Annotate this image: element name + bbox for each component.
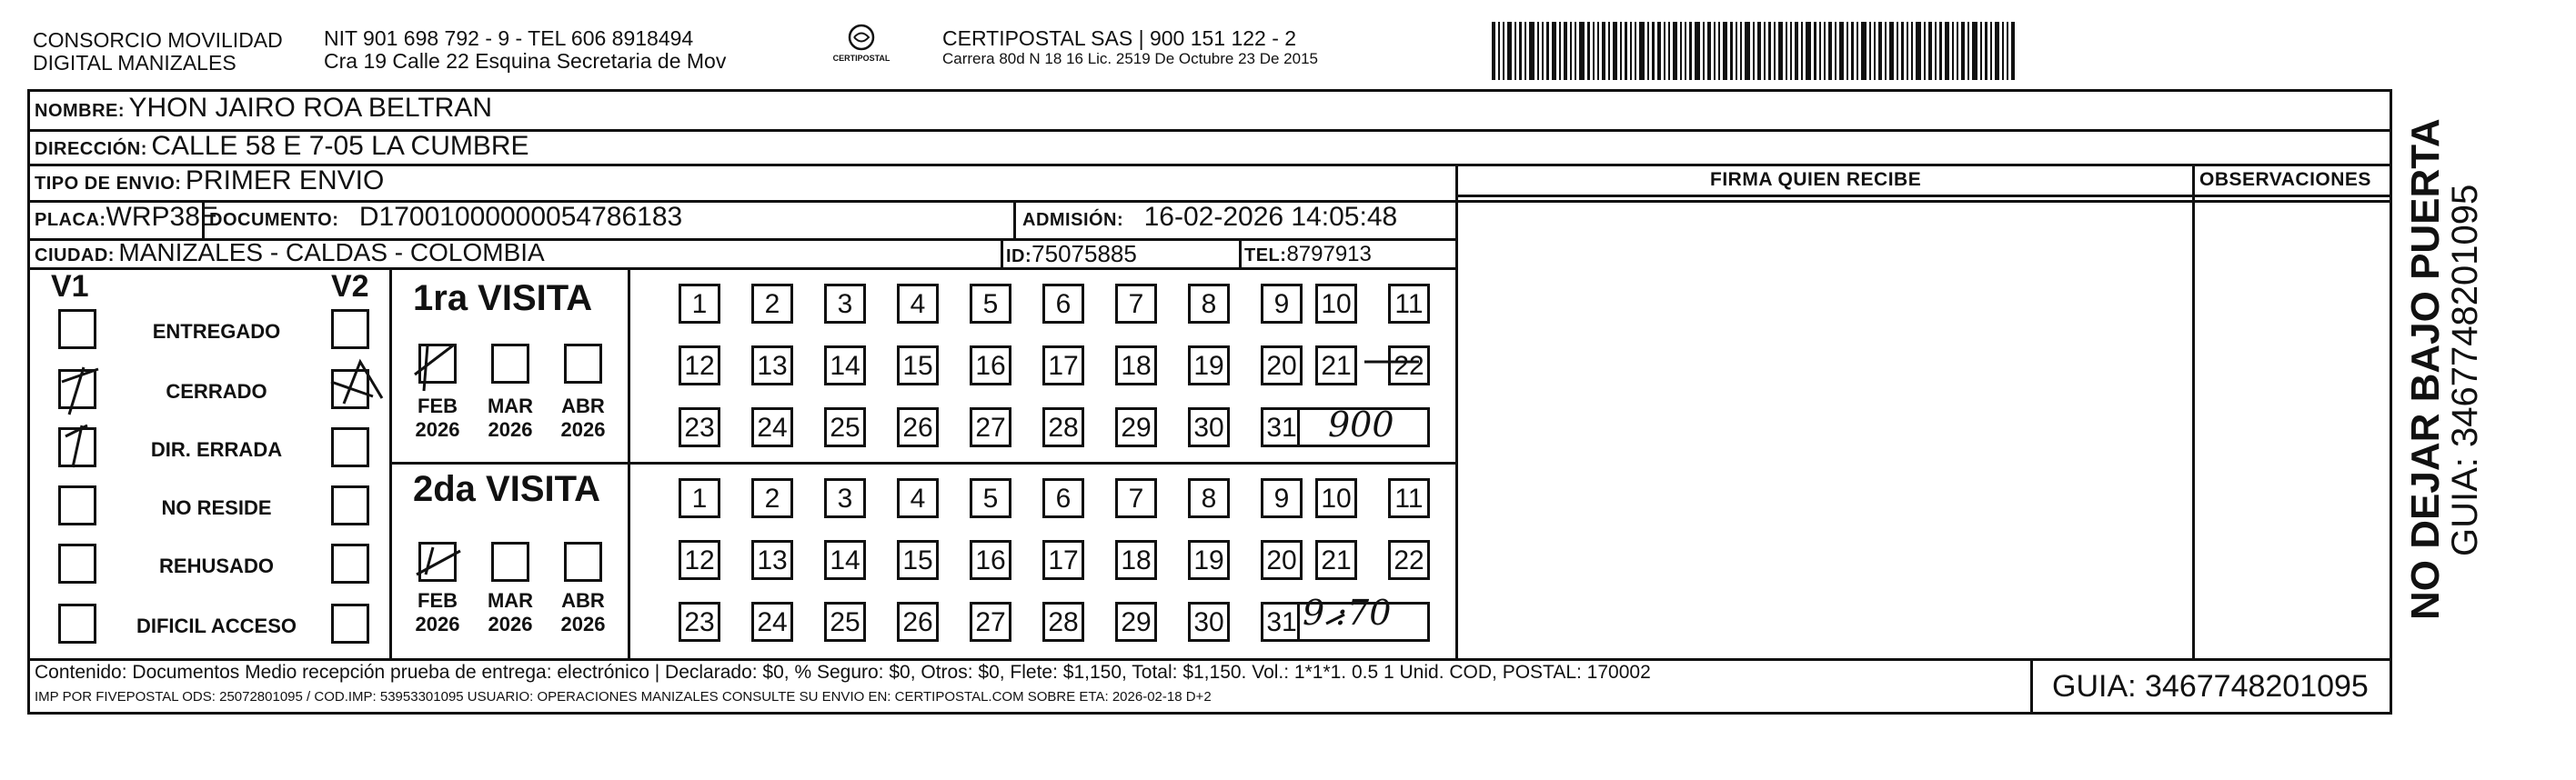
barcode-bar: [1630, 22, 1632, 80]
day-checkbox[interactable]: 20: [1261, 540, 1303, 580]
nit-line2: Cra 19 Calle 22 Esquina Secretaria de Mov: [324, 49, 727, 73]
ciudad-value: MANIZALES - CALDAS - COLOMBIA: [118, 238, 545, 266]
barcode-bar: [1668, 22, 1670, 80]
month-checkbox[interactable]: [491, 542, 529, 582]
month-name: MAR: [487, 395, 534, 417]
day-checkbox[interactable]: 12: [679, 540, 720, 580]
barcode-bar: [1757, 22, 1761, 80]
barcode-bar: [1851, 22, 1854, 80]
day-checkbox[interactable]: 10: [1315, 478, 1357, 518]
v1-label: V1: [51, 269, 89, 304]
tipo-envio-row: [35, 165, 384, 196]
day-checkbox[interactable]: 24: [751, 602, 793, 642]
v2-label: V2: [331, 269, 369, 304]
barcode-bar: [1559, 22, 1561, 80]
day-checkbox[interactable]: 25: [824, 407, 866, 447]
footer-content: Contenido: Documentos Medio recepción prueba de entrega: electrónico | Declarado: $0, % Seguro: $0, Otros: $0, Flete: $1,150, Total: $1,150. Vol.: 1*1*1. 0.5 1 Unid. COD, POSTAL: 170002: [35, 662, 1651, 683]
ciudad-cell: [35, 238, 545, 267]
ciudad-label: CIUDAD:: [35, 245, 115, 265]
barcode-bar: [1564, 22, 1567, 80]
documento-label: DOCUMENTO:: [209, 210, 339, 230]
tel-label: TEL:: [1244, 245, 1287, 265]
barcode-bar: [1673, 22, 1677, 80]
barcode-bar: [1928, 22, 1932, 80]
day-checkbox[interactable]: 4: [897, 478, 939, 518]
nit-line1: NIT 901 698 792 - 9 - TEL 606 8918494: [324, 26, 694, 50]
barcode-bar: [1907, 22, 1908, 80]
day-checkbox[interactable]: 7: [1115, 478, 1157, 518]
barcode-bar: [1657, 22, 1661, 80]
day-checkbox[interactable]: 6: [1042, 284, 1084, 324]
placa-label: PLACA:: [35, 210, 106, 230]
carrier-info: [942, 27, 1318, 68]
tipo-envio-value: PRIMER ENVIO: [185, 165, 385, 195]
day-checkbox[interactable]: 28: [1042, 602, 1084, 642]
barcode-bar: [1874, 22, 1876, 80]
barcode-bar: [1897, 22, 1898, 80]
status-label: ENTREGADO: [152, 320, 281, 343]
barcode-bar: [1839, 22, 1844, 80]
day-checkbox[interactable]: 8: [1188, 284, 1230, 324]
day-checkbox[interactable]: 28: [1042, 407, 1084, 447]
barcode-bar: [1795, 22, 1798, 80]
month-year: 2026: [488, 418, 533, 441]
month-checkbox[interactable]: [564, 344, 602, 384]
barcode-bar: [1980, 22, 1982, 80]
first-visit-label: 1ra VISITA: [413, 278, 593, 318]
barcode-bar: [1695, 22, 1700, 80]
documento-cell: [209, 202, 682, 233]
side-guia: GUIA: 3467748201095: [2445, 184, 2485, 556]
barcode-bar: [1901, 22, 1904, 80]
admision-value: 16-02-2026 14:05:48: [1143, 202, 1398, 232]
day-checkbox[interactable]: 31: [1261, 602, 1303, 642]
day-checkbox[interactable]: 14: [824, 540, 866, 580]
barcode-bar: [1593, 22, 1595, 80]
certipostal-logo: [830, 24, 893, 63]
day-checkbox[interactable]: 8: [1188, 478, 1230, 518]
day-checkbox[interactable]: 2: [751, 478, 793, 518]
day-checkbox[interactable]: 1: [679, 284, 720, 324]
observaciones-label: OBSERVACIONES: [2199, 169, 2371, 190]
month-checkbox[interactable]: [418, 344, 457, 384]
day-checkbox[interactable]: 30: [1188, 407, 1230, 447]
barcode-bar: [1597, 22, 1599, 80]
footer-print-info: IMP POR FIVEPOSTAL ODS: 25072801095 / COD.IMP: 53953301095 USUARIO: OPERACIONES MANIZALES CONSULTE SU ENVIO EN: CERTIPOSTAL.COM SOBRE ETA: 2026-02-18 D+2: [35, 689, 1212, 705]
barcode-bar: [1524, 22, 1526, 80]
barcode-bar: [1824, 22, 1826, 80]
day-checkbox[interactable]: 18: [1115, 540, 1157, 580]
status-label: NO RESIDE: [161, 496, 272, 519]
company-nit: [324, 27, 726, 73]
barcode-bar: [1664, 22, 1665, 80]
barcode-bar: [1613, 22, 1617, 80]
month-label: [478, 589, 542, 636]
barcode-bar: [1552, 22, 1556, 80]
day-checkbox[interactable]: 23: [679, 602, 720, 642]
direccion-value: CALLE 58 E 7-05 LA CUMBRE: [151, 131, 529, 161]
barcode-bar: [1911, 22, 1913, 80]
barcode-bar: [1957, 22, 1958, 80]
barcode-bar: [1995, 22, 1999, 80]
v1-checkbox[interactable]: [58, 427, 96, 467]
day-checkbox[interactable]: 27: [970, 602, 1011, 642]
barcode-bar: [1861, 22, 1867, 80]
barcode-bar: [1730, 22, 1733, 80]
day-checkbox[interactable]: 18: [1115, 345, 1157, 385]
barcode-bar: [1814, 22, 1816, 80]
month-year: 2026: [560, 418, 606, 441]
day-checkbox[interactable]: 5: [970, 478, 1011, 518]
status-label: CERRADO: [166, 380, 267, 403]
barcode-bar: [1542, 22, 1544, 80]
day-checkbox[interactable]: 20: [1261, 345, 1303, 385]
barcode-bar: [1685, 22, 1686, 80]
day-checkbox[interactable]: 15: [897, 345, 939, 385]
day-checkbox[interactable]: 3: [824, 284, 866, 324]
barcode-bar: [1790, 22, 1792, 80]
v2-checkbox[interactable]: [331, 369, 369, 409]
day-checkbox[interactable]: 9: [1261, 478, 1303, 518]
day-checkbox[interactable]: 26: [897, 407, 939, 447]
admision-cell: [1022, 202, 1397, 233]
day-checkbox[interactable]: 17: [1042, 345, 1084, 385]
nombre-label: NOMBRE:: [35, 101, 126, 121]
day-checkbox[interactable]: 26: [897, 602, 939, 642]
barcode-bar: [1579, 22, 1585, 80]
placa-value: WRP38E: [106, 202, 218, 232]
barcode-bar: [1707, 22, 1711, 80]
logo-icon: [845, 24, 878, 51]
barcode-bar: [1625, 22, 1627, 80]
barcode-bar: [1647, 22, 1649, 80]
month-name: MAR: [487, 589, 534, 612]
v1-checkbox[interactable]: [58, 309, 96, 349]
barcode-bar: [2002, 22, 2004, 80]
v1-checkbox[interactable]: [58, 604, 96, 644]
barcode-bar: [1689, 22, 1692, 80]
barcode-bar: [1498, 22, 1500, 80]
v2-checkbox[interactable]: [331, 309, 369, 349]
barcode-bar: [1507, 22, 1512, 80]
v2-checkbox[interactable]: [331, 604, 369, 644]
barcode-bar: [1828, 22, 1832, 80]
barcode-bar: [1939, 22, 1942, 80]
documento-value: D17001000000054786183: [358, 202, 683, 232]
day-checkbox[interactable]: 3: [824, 478, 866, 518]
barcode-bar: [1801, 22, 1803, 80]
id-cell: [1006, 240, 1137, 268]
admision-label: ADMISIÓN:: [1022, 210, 1124, 230]
day-checkbox[interactable]: 4: [897, 284, 939, 324]
barcode-bar: [1492, 22, 1495, 80]
barcode-bar: [1608, 22, 1610, 80]
barcode-bar: [1740, 22, 1742, 80]
status-label: REHUSADO: [159, 555, 274, 577]
day-checkbox[interactable]: 22: [1388, 345, 1430, 385]
barcode-bar: [1869, 22, 1871, 80]
barcode-bar: [1778, 22, 1783, 80]
first-visit-note: 900: [1328, 405, 1394, 445]
day-checkbox[interactable]: 11: [1388, 284, 1430, 324]
barcode-bar: [1736, 22, 1737, 80]
day-checkbox[interactable]: 13: [751, 540, 793, 580]
barcode-bar: [1916, 22, 1921, 80]
v2-checkbox[interactable]: [331, 485, 369, 525]
barcode-bar: [1639, 22, 1645, 80]
v2-checkbox[interactable]: [331, 427, 369, 467]
barcode: [1492, 22, 2219, 80]
day-checkbox[interactable]: 19: [1188, 540, 1230, 580]
barcode-bar: [1924, 22, 1926, 80]
v1-checkbox[interactable]: [58, 369, 96, 409]
barcode-bar: [1635, 22, 1636, 80]
day-checkbox[interactable]: 14: [824, 345, 866, 385]
barcode-bar: [1537, 22, 1539, 80]
barcode-bar: [1846, 22, 1848, 80]
barcode-bar: [1723, 22, 1727, 80]
month-name: ABR: [561, 395, 605, 417]
v2-checkbox[interactable]: [331, 544, 369, 584]
status-label: DIR. ERRADA: [150, 438, 283, 461]
side-warning: NO DEJAR BAJO PUERTA: [2403, 118, 2448, 620]
company-name: [33, 29, 283, 75]
day-checkbox[interactable]: 11: [1388, 478, 1430, 518]
barcode-bar: [1620, 22, 1622, 80]
month-label: [478, 395, 542, 442]
second-visit-label: 2da VISITA: [413, 469, 600, 509]
month-label: [406, 395, 469, 442]
barcode-bar: [1529, 22, 1535, 80]
day-checkbox[interactable]: 24: [751, 407, 793, 447]
barcode-bar: [1768, 22, 1771, 80]
carrier-line2: Carrera 80d N 18 16 Lic. 2519 De Octubre 23 De 2015: [942, 50, 1318, 67]
day-checkbox[interactable]: 21: [1315, 345, 1357, 385]
day-checkbox[interactable]: 2: [751, 284, 793, 324]
day-checkbox[interactable]: 25: [824, 602, 866, 642]
day-checkbox[interactable]: 12: [679, 345, 720, 385]
barcode-bar: [1652, 22, 1655, 80]
month-checkbox[interactable]: [491, 344, 529, 384]
day-checkbox[interactable]: 27: [970, 407, 1011, 447]
barcode-bar: [1774, 22, 1776, 80]
month-name: FEB: [418, 395, 458, 417]
barcode-bar: [1786, 22, 1787, 80]
nombre-row: [35, 93, 492, 124]
tipo-envio-label: TIPO DE ENVIO:: [35, 174, 182, 194]
barcode-bar: [1857, 22, 1858, 80]
day-checkbox[interactable]: 30: [1188, 602, 1230, 642]
day-checkbox[interactable]: 15: [897, 540, 939, 580]
month-checkbox[interactable]: [564, 542, 602, 582]
barcode-bar: [1972, 22, 1977, 80]
placa-cell: [35, 202, 218, 233]
v1-checkbox[interactable]: [58, 485, 96, 525]
second-visit-note: 9 :70: [1303, 593, 1392, 633]
barcode-bar: [2011, 22, 2015, 80]
barcode-bar: [1587, 22, 1590, 80]
firma-label: FIRMA QUIEN RECIBE: [1710, 169, 1922, 190]
day-checkbox[interactable]: 21: [1315, 540, 1357, 580]
id-value: 75075885: [1031, 240, 1137, 267]
direccion-row: [35, 131, 529, 162]
barcode-bar: [1935, 22, 1937, 80]
barcode-bar: [1575, 22, 1576, 80]
barcode-bar: [1745, 22, 1750, 80]
barcode-bar: [1952, 22, 1954, 80]
barcode-bar: [1703, 22, 1705, 80]
day-checkbox[interactable]: 22: [1388, 540, 1430, 580]
direccion-label: DIRECCIÓN:: [35, 139, 147, 159]
day-checkbox[interactable]: 5: [970, 284, 1011, 324]
barcode-bar: [1764, 22, 1766, 80]
barcode-bar: [1985, 22, 1987, 80]
barcode-bar: [1945, 22, 1949, 80]
tel-cell: [1244, 242, 1372, 267]
barcode-bar: [1514, 22, 1516, 80]
day-checkbox[interactable]: 16: [970, 345, 1011, 385]
company-line1: CONSORCIO MOVILIDAD: [33, 28, 283, 52]
barcode-bar: [1835, 22, 1836, 80]
month-year: 2026: [488, 613, 533, 635]
day-checkbox[interactable]: 7: [1115, 284, 1157, 324]
barcode-bar: [1680, 22, 1682, 80]
logo-caption: CERTIPOSTAL: [832, 54, 891, 63]
barcode-bar: [1889, 22, 1894, 80]
day-checkbox[interactable]: 10: [1315, 284, 1357, 324]
barcode-bar: [1878, 22, 1882, 80]
barcode-bar: [1718, 22, 1720, 80]
day-checkbox[interactable]: 29: [1115, 602, 1157, 642]
barcode-bar: [1806, 22, 1811, 80]
day-checkbox[interactable]: 16: [970, 540, 1011, 580]
tel-value: 8797913: [1286, 242, 1372, 266]
day-checkbox[interactable]: 13: [751, 345, 793, 385]
month-name: FEB: [418, 589, 458, 612]
barcode-bar: [1967, 22, 1969, 80]
barcode-bar: [1714, 22, 1716, 80]
barcode-bar: [2007, 22, 2008, 80]
footer-guia: GUIA: 3467748201095: [2052, 669, 2369, 704]
month-year: 2026: [415, 613, 460, 635]
barcode-bar: [1519, 22, 1522, 80]
day-checkbox[interactable]: 1: [679, 478, 720, 518]
month-label: [551, 395, 615, 442]
month-year: 2026: [415, 418, 460, 441]
month-name: ABR: [561, 589, 605, 612]
month-label: [551, 589, 615, 636]
barcode-bar: [1602, 22, 1605, 80]
day-checkbox[interactable]: 31: [1261, 407, 1303, 447]
day-checkbox[interactable]: 17: [1042, 540, 1084, 580]
id-label: ID:: [1006, 246, 1032, 266]
day-checkbox[interactable]: 19: [1188, 345, 1230, 385]
barcode-bar: [1961, 22, 1965, 80]
barcode-bar: [1990, 22, 1992, 80]
barcode-bar: [1885, 22, 1887, 80]
month-checkbox[interactable]: [418, 542, 457, 582]
month-label: [406, 589, 469, 636]
day-checkbox[interactable]: 9: [1261, 284, 1303, 324]
barcode-bar: [1753, 22, 1755, 80]
nombre-value: YHON JAIRO ROA BELTRAN: [128, 93, 493, 123]
day-checkbox[interactable]: 6: [1042, 478, 1084, 518]
status-label: DIFICIL ACCESO: [136, 615, 297, 637]
barcode-bar: [1570, 22, 1572, 80]
month-year: 2026: [560, 613, 606, 635]
barcode-bar: [1503, 22, 1504, 80]
day-checkbox[interactable]: 29: [1115, 407, 1157, 447]
carrier-line1: CERTIPOSTAL SAS | 900 151 122 - 2: [942, 26, 1297, 50]
day-checkbox[interactable]: 23: [679, 407, 720, 447]
company-line2: DIGITAL MANIZALES: [33, 51, 236, 75]
barcode-bar: [1546, 22, 1549, 80]
v1-checkbox[interactable]: [58, 544, 96, 584]
barcode-bar: [1819, 22, 1821, 80]
